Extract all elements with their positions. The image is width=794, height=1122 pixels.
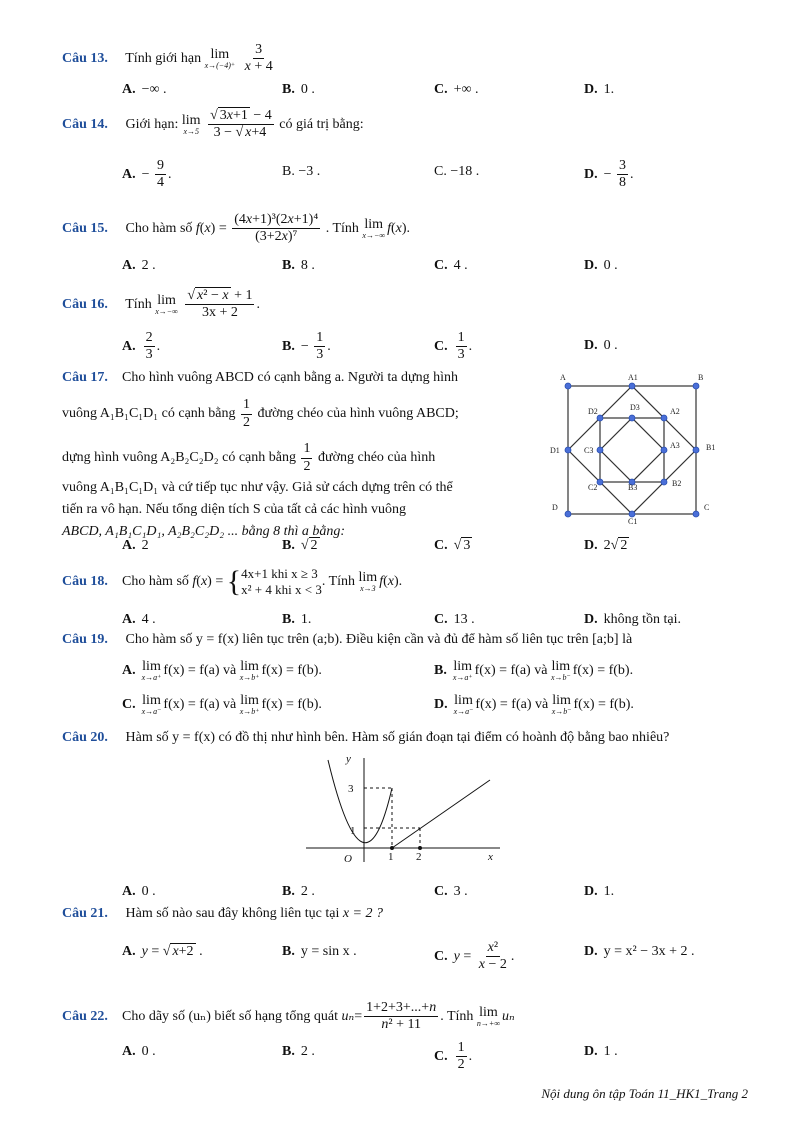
label-A2: A2 [670,407,680,416]
tick-label: 3 [348,783,354,795]
option-c[interactable]: C. $\frac{1}{3}$ . [434,330,473,363]
question-number: Câu 16. [62,296,108,312]
question-text: Cho hình vuông ABCD có cạnh bằng a. Người ta dựng hình [122,370,458,385]
question-suffix: . Tính [321,574,356,590]
option-d[interactable]: D. không tồn tại. [584,612,682,627]
fraction: $\frac{√ 3x+1 - 4}{3 - √ x+4}$ [210,108,272,141]
label-B2: B2 [672,479,682,488]
option-c[interactable]: C. 3 . [434,884,468,899]
label-B3: B3 [628,483,638,492]
answer-row [122,538,762,562]
limit-symbol: lim x→3 [358,570,378,594]
option-a[interactable]: A. 2 . [122,258,156,273]
nested-squares-figure [540,370,720,525]
question-number: Câu 18. [62,574,108,590]
option-c[interactable]: C. y = $\frac{\text{x²}}{x - 2}$ . [434,940,515,973]
option-a[interactable]: A. 2 [122,538,149,553]
answer-row [122,158,762,191]
option-b[interactable]: B. 2 . [282,884,315,899]
origin-label: O [344,853,352,865]
fraction: $\frac{3}{x + 4}$ [244,42,273,75]
option-d[interactable]: D. lim x→a⁻ f(x) = f(a) và lim x→b⁻ f(x) = f(b). [434,693,634,716]
option-a[interactable]: A. − $\frac{9}{4}$ . [122,158,172,191]
label-D1: D1 [550,446,560,455]
question-22: Câu 22. Cho dãy số (uₙ) biết số hạng tổng quát uₙ = $\frac{1+2+3+...+n}{\text{n² + 11}}$ . Tính lim n→+∞ uₙ [62,1000,515,1033]
option-c[interactable]: C. +∞ . [434,82,479,97]
option-a[interactable]: A. lim x→a⁺ f(x) = f(a) và lim x→b⁺ f(x) = f(b). [122,659,322,682]
option-d[interactable]: D. 1. [584,82,615,97]
fraction: $\frac{\text{(4x+1)³(2x+1)⁴}}{\text{(3+2x)⁷}}$ [234,212,319,245]
option-d[interactable]: D. 0 . [584,338,618,353]
option-b[interactable]: B. −3 . [282,164,321,179]
question-text: Cho hàm số [122,574,189,590]
limit-symbol: lim n→+∞ [476,1004,501,1028]
limit-symbol: lim x→5 [181,112,201,136]
question-suffix: . Tính [440,1008,474,1024]
answer-row [122,660,762,690]
option-d[interactable]: D. 2√ 2 [584,538,628,553]
option-d[interactable]: D. 1 . [584,1044,618,1059]
y-axis-label: y [346,753,351,765]
question-point: x = 2 ? [342,906,384,921]
option-b[interactable]: B. 1. [282,612,312,627]
question-text: Cho dãy số (uₙ) biết số hạng tổng quát [122,1009,339,1025]
label-A1: A1 [628,373,638,382]
x-axis-label: x [488,851,493,863]
label-A3: A3 [670,441,680,450]
question-text: Giới hạn: [125,116,179,132]
question-text: Tính giới hạn [125,50,202,66]
option-a[interactable]: A. y = √ x+2 . [122,944,203,959]
tick-label: 2 [416,851,422,863]
answer-row [122,82,762,106]
option-b[interactable]: B. 0 . [282,82,315,97]
option-d[interactable]: D. − $\frac{3}{8}$ . [584,158,634,191]
option-c[interactable]: C. √ 3 [434,538,471,553]
function-graph [300,750,510,870]
question-number: Câu 14. [62,116,108,132]
option-a[interactable]: A. 0 . [122,884,156,899]
option-b[interactable]: B. 8 . [282,258,315,273]
label-A: A [560,373,566,382]
question-suffix: có giá trị bằng: [279,116,364,132]
question-text: Hàm số y = f(x) có đồ thị như hình bên. Hàm số gián đoạn tại điểm có hoành độ bằng bao nhiêu? [125,730,670,745]
question-13 [62,42,754,75]
question-text: Cho hàm số y = f(x) liên tục trên (a;b). Điều kiện cần và đủ để hàm số liên tục trên [a;b] là [125,632,633,647]
answer-row [122,1040,762,1073]
question-number: Câu 20. [62,730,108,745]
option-c[interactable]: C. lim x→a⁻ f(x) = f(a) và lim x→b⁺ f(x) = f(b). [122,693,322,716]
question-text: Hàm số nào sau đây không liên tục tại [125,906,340,921]
option-a[interactable]: A. 4 . [122,612,156,627]
question-text: đường chéo của hình [317,449,436,465]
question-number: Câu 21. [62,906,108,921]
option-c[interactable]: C. −18 . [434,164,480,179]
question-text: Tính [125,296,152,312]
branch-2: x² + 4 khi x < 3 [241,582,322,598]
question-number: Câu 15. [62,220,108,236]
option-c[interactable]: C. 13 . [434,612,475,627]
option-a[interactable]: A. 0 . [122,1044,156,1059]
label-D: D [552,503,558,512]
option-b[interactable]: B. lim x→a⁺ f(x) = f(a) và lim x→b⁻ f(x) = f(b). [434,659,634,682]
branch-1: 4x+1 khi x ≥ 3 [241,566,318,581]
limit-symbol: lim x→(−4)⁺ [204,46,236,70]
label-D3: D3 [630,403,640,412]
option-b[interactable]: B. √ 2 [282,538,318,553]
question-number: Câu 19. [62,632,108,647]
question-text: vuông A₁B₁C₁D₁ và cứ tiếp tục như vậy. Giả sử cách dựng trên có thể [62,480,453,495]
question-16: Câu 16. Tính lim x→−∞ $\frac{\text{√ x² − x + 1}}{3x + 2}$ . [62,288,260,321]
label-C: C [704,503,710,512]
question-suffix: . Tính [325,220,359,236]
question-number: Câu 22. [62,1008,108,1024]
question-text: dựng hình vuông A₂B₂C₂D₂ có cạnh bằng [62,449,296,465]
question-text: đường chéo của hình vuông ABCD; [257,405,459,421]
option-c[interactable]: C. $\frac{1}{2}$ . [434,1040,473,1073]
answer-row [122,884,762,908]
question-21 [62,906,754,922]
question-15: Câu 15. Cho hàm số f(x) = $\frac{\text{(4x+1)³(2x+1)⁴}}{\text{(3+2x)⁷}}$ . Tính lim x→−∞ f(x). [62,212,411,245]
answer-row [122,694,762,724]
question-number: Câu 13. [62,50,108,66]
page-footer: Nội dung ôn tập Toán 11_HK1_Trang 2 [541,1086,748,1101]
label-C1: C1 [628,517,638,525]
question-20 [62,730,754,746]
tick-label: 1 [350,825,356,837]
limit-symbol: lim x→−∞ [155,292,178,316]
option-a[interactable]: A. −∞ . [122,82,167,97]
option-b[interactable]: B. − $\frac{1}{3}$ . [282,330,331,363]
label-D2: D2 [588,407,598,416]
question-14 [62,108,754,141]
label-B1: B1 [706,443,716,452]
fraction: $\frac{\text{√ x² − x + 1}}{3x + 2}$ [187,288,253,321]
limit-symbol: lim x→−∞ [362,216,386,240]
answer-row [122,330,762,363]
option-a[interactable]: A. $\frac{2}{3}$ . [122,330,161,363]
question-text: vuông A₁B₁C₁D₁ có cạnh bằng [62,405,236,421]
option-b[interactable]: B. 2 . [282,1044,315,1059]
label-C3: C3 [584,446,594,455]
label-B: B [698,373,704,382]
question-text: Cho hàm số [125,220,193,236]
question-text: tiến ra vô hạn. Nếu tổng diện tích S của tất cả các hình vuông [62,502,407,517]
option-b[interactable]: B. y = sin x . [282,944,357,959]
answer-row [122,940,762,973]
tick-label: 1 [388,851,394,863]
question-number: Câu 17. [62,370,108,385]
option-d[interactable]: D. 0 . [584,258,618,273]
question-19 [62,632,754,648]
option-d[interactable]: D. 1. [584,884,615,899]
option-c[interactable]: C. 4 . [434,258,468,273]
question-text: ABCD, A₁B₁C₁D₁, A₂B₂C₂D₂ ... bằng 8 thì a bằng: [62,524,346,539]
question-17: Câu 17. Cho hình vuông ABCD có cạnh bằng a. Người ta dựng hình vuông A₁B₁C₁D₁ có cạnh bằng $\frac{1}{2}$ đường chéo của hình vuông ABCD; dựng hình vuông A₂B₂C₂D₂ có cạnh bằng $\frac{1}{2}$ đường chéo của hình vuông A₁B₁C₁D₁ và cứ tiếp tục như vậy. Giả sử cách dựng trên có thể tiến ra vô hạn. Nếu tổng diện tích S của tất cả các hình vuông ABCD, A₁B₁C₁D₁, A₂B₂C₂D₂ ... bằng 8 thì a bằng: [62,370,514,546]
answer-row [122,258,762,282]
label-C2: C2 [588,483,598,492]
option-d[interactable]: D. y = x² − 3x + 2 . [584,944,695,959]
question-18: Câu 18. Cho hàm số f ( x ) = { 4x+1 khi x ≥ 3 x² + 4 khi x < 3 . Tính lim x→3 f ( x ). [62,565,403,599]
